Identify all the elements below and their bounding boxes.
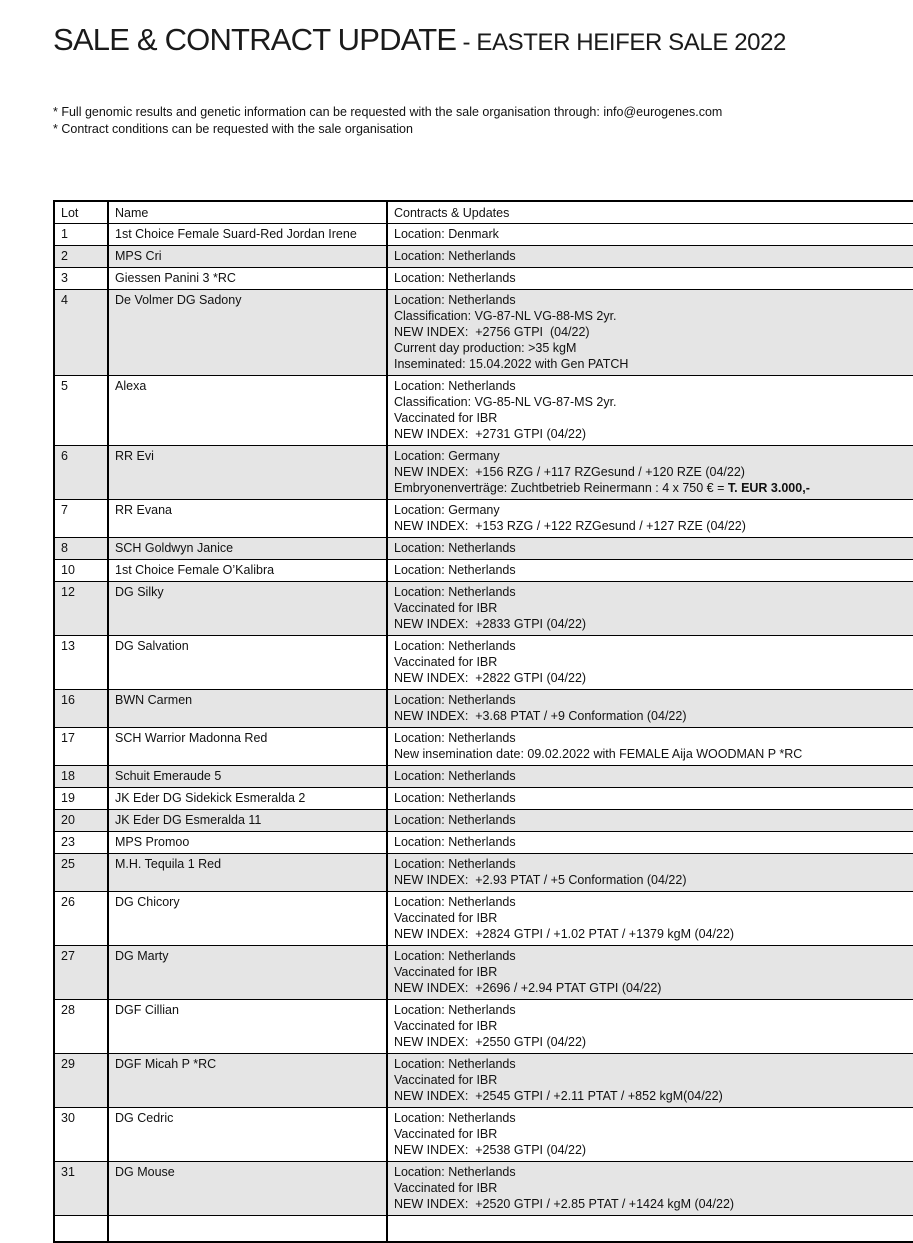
lot-number-cell: 23 [54,832,108,854]
lot-number-cell: 20 [54,810,108,832]
lot-number-cell: 10 [54,560,108,582]
contract-update-line: NEW INDEX: +3.68 PTAT / +9 Conformation (04/22) [394,709,687,723]
table-row [54,224,913,246]
contract-update-line: Location: Germany [394,449,500,463]
table-row [54,1054,913,1108]
page-title [53,0,913,63]
table-row-partial [54,1216,913,1243]
contract-update-line: Vaccinated for IBR [394,1073,498,1087]
contracts-updates-cell [387,246,913,268]
animal-name-cell: MPS Promoo [108,832,387,854]
table-row [54,892,913,946]
contracts-updates-cell [387,290,913,376]
contract-update-line: Classification: VG-87-NL VG-88-MS 2yr. [394,309,617,323]
animal-name-cell: Alexa [108,376,387,446]
page-title-main: SALE & CONTRACT UPDATE [53,22,457,57]
contract-update-line: Location: Netherlands [394,791,516,805]
lot-number-cell: 31 [54,1162,108,1216]
contract-update-line: Location: Netherlands [394,895,516,909]
contract-update-line: Vaccinated for IBR [394,965,498,979]
lot-number-cell: 19 [54,788,108,810]
animal-name-cell: SCH Warrior Madonna Red [108,728,387,766]
contract-update-line: NEW INDEX: +2696 / +2.94 PTAT GTPI (04/22) [394,981,662,995]
contracts-updates-cell [387,946,913,1000]
lot-number-cell: 12 [54,582,108,636]
page-title-sub: - EASTER HEIFER SALE 2022 [456,29,787,56]
contracts-updates-cell [387,560,913,582]
lot-number-cell: 27 [54,946,108,1000]
table-row [54,560,913,582]
contract-update-line: Location: Netherlands [394,541,516,555]
empty-cell [387,1216,913,1243]
contracts-updates-cell [387,810,913,832]
contracts-updates-cell [387,832,913,854]
contracts-updates-cell [387,1000,913,1054]
animal-name-cell: DG Cedric [108,1108,387,1162]
contract-update-line: NEW INDEX: +2824 GTPI / +1.02 PTAT / +1379 kgM (04/22) [394,927,735,941]
animal-name-cell: DG Salvation [108,636,387,690]
footnote-genomic-results: * Full genomic results and genetic information can be requested with the sale organisation through: info@eurogenes.com [53,105,723,119]
contract-update-line: New insemination date: 09.02.2022 with FEMALE Aija WOODMAN P *RC [394,747,803,761]
table-row [54,946,913,1000]
contract-update-line: NEW INDEX: +2538 GTPI (04/22) [394,1143,587,1157]
animal-name-cell: DG Chicory [108,892,387,946]
contract-update-line: Location: Netherlands [394,693,516,707]
table-row [54,728,913,766]
table-row [54,832,913,854]
contract-update-text: Embryonenverträge: Zuchtbetrieb Reinermann : 4 x 750 € = [394,481,728,495]
contract-update-line: Location: Netherlands [394,835,516,849]
contract-update-line: Location: Netherlands [394,1165,516,1179]
contract-update-line: Current day production: >35 kgM [394,341,577,355]
contract-update-line: Classification: VG-85-NL VG-87-MS 2yr. [394,395,617,409]
animal-name-cell: DG Marty [108,946,387,1000]
animal-name-cell: DGF Cillian [108,1000,387,1054]
contract-update-line: Location: Netherlands [394,271,516,285]
column-header-contracts: Contracts & Updates [387,201,913,224]
lot-number-cell: 2 [54,246,108,268]
lot-number-cell: 3 [54,268,108,290]
animal-name-cell: 1st Choice Female Suard-Red Jordan Irene [108,224,387,246]
animal-name-cell: De Volmer DG Sadony [108,290,387,376]
footnotes [53,104,913,138]
table-row [54,500,913,538]
animal-name-cell: RR Evi [108,446,387,500]
contract-update-line: Location: Netherlands [394,1057,516,1071]
animal-name-cell: JK Eder DG Sidekick Esmeralda 2 [108,788,387,810]
contract-update-line: NEW INDEX: +2822 GTPI (04/22) [394,671,587,685]
animal-name-cell: BWN Carmen [108,690,387,728]
animal-name-cell: DGF Micah P *RC [108,1054,387,1108]
lot-number-cell: 7 [54,500,108,538]
lot-number-cell: 5 [54,376,108,446]
contracts-updates-cell [387,1108,913,1162]
contract-update-line: Location: Netherlands [394,813,516,827]
lot-number-cell: 4 [54,290,108,376]
table-row [54,582,913,636]
contracts-updates-cell [387,1054,913,1108]
animal-name-cell: SCH Goldwyn Janice [108,538,387,560]
contract-update-line: Vaccinated for IBR [394,655,498,669]
contract-update-line: NEW INDEX: +2550 GTPI (04/22) [394,1035,587,1049]
contract-update-line: Location: Netherlands [394,293,516,307]
lot-number-cell: 17 [54,728,108,766]
contract-update-line: Location: Netherlands [394,639,516,653]
table-row [54,446,913,500]
animal-name-cell: Giessen Panini 3 *RC [108,268,387,290]
contract-update-line: Vaccinated for IBR [394,1181,498,1195]
contract-update-line: Location: Netherlands [394,563,516,577]
table-row [54,376,913,446]
contract-update-amount-bold: T. EUR 3.000,- [727,481,810,495]
contract-update-line: NEW INDEX: +2520 GTPI / +2.85 PTAT / +1424 kgM (04/22) [394,1197,735,1211]
contract-update-line [394,480,913,496]
lots-table [53,200,913,1243]
lot-number-cell: 28 [54,1000,108,1054]
contract-update-line: NEW INDEX: +156 RZG / +117 RZGesund / +120 RZE (04/22) [394,465,745,479]
animal-name-cell: DG Silky [108,582,387,636]
contracts-updates-cell [387,854,913,892]
contracts-updates-cell [387,636,913,690]
contract-update-line: NEW INDEX: +153 RZG / +122 RZGesund / +127 RZE (04/22) [394,519,746,533]
lot-number-cell: 16 [54,690,108,728]
contract-update-line: Inseminated: 15.04.2022 with Gen PATCH [394,357,629,371]
table-row [54,636,913,690]
animal-name-cell: 1st Choice Female O’Kalibra [108,560,387,582]
lot-number-cell: 1 [54,224,108,246]
lot-number-cell: 29 [54,1054,108,1108]
contract-update-line: Location: Netherlands [394,379,516,393]
contracts-updates-cell [387,582,913,636]
table-row [54,1108,913,1162]
contract-update-line: Vaccinated for IBR [394,1127,498,1141]
column-header-name: Name [108,201,387,224]
animal-name-cell: JK Eder DG Esmeralda 11 [108,810,387,832]
contracts-updates-cell [387,1162,913,1216]
contracts-updates-cell [387,892,913,946]
table-row [54,246,913,268]
contract-update-line: Location: Denmark [394,227,499,241]
lot-number-cell: 30 [54,1108,108,1162]
contract-update-line: Location: Netherlands [394,949,516,963]
empty-cell [108,1216,387,1243]
table-row [54,766,913,788]
contract-update-line: Location: Netherlands [394,249,516,263]
empty-cell [54,1216,108,1243]
lot-number-cell: 25 [54,854,108,892]
table-header-row [54,201,913,224]
contract-update-line: Location: Netherlands [394,857,516,871]
contracts-updates-cell [387,690,913,728]
animal-name-cell: DG Mouse [108,1162,387,1216]
contract-update-line: Vaccinated for IBR [394,911,498,925]
contracts-updates-cell [387,788,913,810]
animal-name-cell: Schuit Emeraude 5 [108,766,387,788]
contract-update-line: NEW INDEX: +2833 GTPI (04/22) [394,617,587,631]
contract-update-line: NEW INDEX: +2756 GTPI (04/22) [394,325,590,339]
animal-name-cell: M.H. Tequila 1 Red [108,854,387,892]
table-row [54,690,913,728]
contract-update-line: NEW INDEX: +2731 GTPI (04/22) [394,427,587,441]
contract-update-line: Location: Netherlands [394,731,516,745]
contracts-updates-cell [387,268,913,290]
lot-number-cell: 26 [54,892,108,946]
table-row [54,810,913,832]
contracts-updates-cell [387,766,913,788]
contract-update-line: NEW INDEX: +2.93 PTAT / +5 Conformation (04/22) [394,873,687,887]
footnote-contract-conditions: * Contract conditions can be requested with the sale organisation [53,122,413,136]
contracts-updates-cell [387,728,913,766]
contracts-updates-cell [387,500,913,538]
lot-number-cell: 13 [54,636,108,690]
table-row [54,1162,913,1216]
lot-number-cell: 18 [54,766,108,788]
table-row [54,854,913,892]
table-row [54,290,913,376]
contracts-updates-cell [387,446,913,500]
contract-update-line: Location: Netherlands [394,1003,516,1017]
contract-update-line: Vaccinated for IBR [394,1019,498,1033]
contracts-updates-cell [387,224,913,246]
table-row [54,538,913,560]
table-row [54,268,913,290]
contract-update-line: Vaccinated for IBR [394,601,498,615]
contract-update-line: Location: Netherlands [394,585,516,599]
contract-update-line: Location: Germany [394,503,500,517]
contract-update-line: Location: Netherlands [394,769,516,783]
contracts-updates-cell [387,538,913,560]
contract-update-line: Vaccinated for IBR [394,411,498,425]
lot-number-cell: 8 [54,538,108,560]
contract-update-line: Location: Netherlands [394,1111,516,1125]
column-header-lot: Lot [54,201,108,224]
table-row [54,1000,913,1054]
contract-update-line: NEW INDEX: +2545 GTPI / +2.11 PTAT / +852 kgM(04/22) [394,1089,723,1103]
contracts-updates-cell [387,376,913,446]
table-row [54,788,913,810]
animal-name-cell: MPS Cri [108,246,387,268]
lot-number-cell: 6 [54,446,108,500]
animal-name-cell: RR Evana [108,500,387,538]
